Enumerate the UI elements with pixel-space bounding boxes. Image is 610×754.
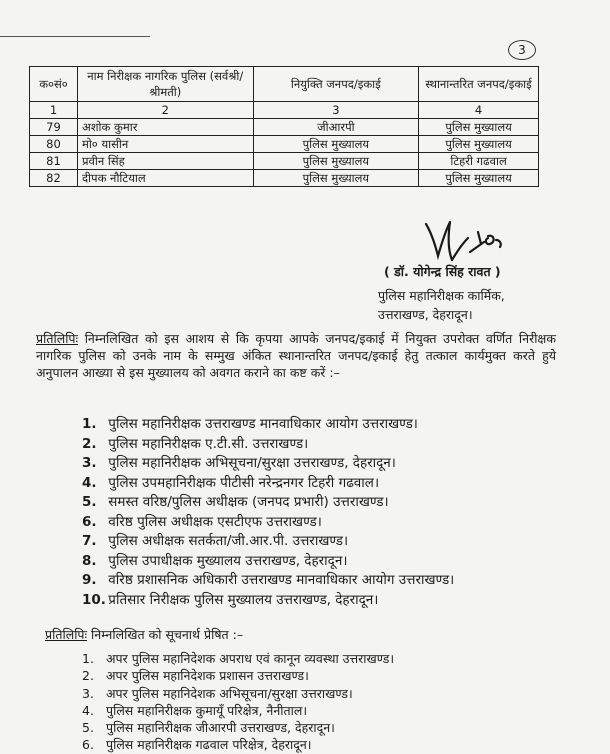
- list-item: 10. प्रतिसार निरीक्षक पुलिस मुख्यालय उत्तराखण्ड, देहरादून।: [82, 591, 379, 608]
- table-row: [30, 119, 539, 136]
- list-item: 3. पुलिस महानिरीक्षक अभिसूचना/सुरक्षा उत्तराखण्ड, देहरादून।: [82, 455, 396, 471]
- list-item: 1. पुलिस महानिरीक्षक उत्तराखण्ड मानवाधिकार आयोग उत्तराखण्ड।: [82, 416, 418, 432]
- cell-posting: पुलिस मुख्यालय: [253, 153, 419, 170]
- cell-name: मो० यासीन: [77, 136, 253, 153]
- table-colnum-row: [30, 102, 539, 119]
- list-item: 3. अपर पुलिस महानिदेशक अभिसूचना/सुरक्षा उत्तराखण्ड।: [82, 685, 353, 701]
- colnum: 2: [77, 102, 253, 119]
- recipient-list-action: [82, 415, 454, 610]
- list-item: 6. वरिष्ठ पुलिस अधीक्षक एसटीएफ उत्तराखण्ड।: [82, 513, 322, 530]
- cell-posting: जीआरपी: [253, 119, 419, 136]
- cell-serial: 81: [30, 153, 78, 170]
- copy-text: निम्नलिखित को इस आशय से कि कृपया आपके जनपद/इकाई में नियुक्त उपरोक्त वर्णित निरीक्षक नागरिक पुलिस को उनके नाम के सम्मुख अंकित स्थानान्तरित जनपद/इकाई हेतु तत्काल कार्यमुक्त करते हुये अनुपालन आख्या से इस मुख्यालय को अवगत कराने का कष्ट करें :–: [36, 331, 556, 380]
- copy-info-heading: [45, 626, 243, 643]
- header-serial: क०सं०: [30, 67, 78, 102]
- colnum: 4: [419, 102, 539, 119]
- copy-label: प्रतिलिपिः: [45, 627, 88, 642]
- signatory-location: उत्तराखण्ड, देहरादून।: [378, 307, 473, 322]
- list-item: 9. वरिष्ठ प्रशासनिक अधिकारी उत्तराखण्ड मानवाधिकार आयोग उत्तराखण्ड।: [82, 572, 455, 588]
- table-row: [30, 170, 539, 187]
- cell-transfer: पुलिस मुख्यालय: [419, 136, 539, 153]
- table-row: [30, 153, 539, 170]
- copy-label: प्रतिलिपिः: [36, 331, 79, 346]
- cell-serial: 79: [30, 119, 78, 136]
- signatory-designation: पुलिस महानिरीक्षक कार्मिक,: [378, 288, 505, 303]
- recipient-list-info: [82, 650, 394, 754]
- header-posting: नियुक्ति जनपद/इकाई: [253, 67, 419, 102]
- cell-transfer: पुलिस मुख्यालय: [419, 119, 539, 136]
- cell-transfer: पुलिस मुख्यालय: [419, 170, 539, 187]
- copy-text: निम्नलिखित को सूचनार्थ प्रेषित :–: [87, 627, 244, 642]
- page-number: 3: [508, 40, 536, 60]
- cell-serial: 80: [30, 136, 78, 153]
- cell-posting: पुलिस मुख्यालय: [253, 170, 419, 187]
- top-rule: [0, 36, 150, 37]
- copy-paragraph: [36, 330, 556, 381]
- table-row: [30, 136, 539, 153]
- header-transfer: स्थानान्तरित जनपद/इकाई: [419, 67, 539, 102]
- list-item: 6. पुलिस महानिरीक्षक गढवाल परिक्षेत्र, देहरादून।: [82, 737, 312, 753]
- header-name: नाम निरीक्षक नागरिक पुलिस (सर्वश्री/श्रीमती): [77, 67, 253, 102]
- colnum: 1: [30, 102, 78, 119]
- cell-serial: 82: [30, 170, 78, 187]
- list-item: 5. समस्त वरिष्ठ/पुलिस अधीक्षक (जनपद प्रभारी) उत्तराखण्ड।: [82, 494, 389, 510]
- colnum: 3: [253, 102, 419, 119]
- list-item: 4. पुलिस उपमहानिरीक्षक पीटीसी नरेन्द्रनगर टिहरी गढवाल।: [82, 474, 380, 491]
- cell-name: प्रवीन सिंह: [77, 153, 253, 170]
- signatory-name: ( डॉ. योगेन्द्र सिंह रावत ): [384, 264, 501, 279]
- list-item: 7. पुलिस अधीक्षक सतर्कता/जी.आर.पी. उत्तराखण्ड।: [82, 533, 349, 549]
- cell-name: अशोक कुमार: [77, 119, 253, 136]
- list-item: 2. अपर पुलिस महानिदेशक प्रशासन उत्तराखण्ड।: [82, 668, 309, 684]
- table-header-row: [30, 67, 539, 102]
- cell-name: दीपक नौटियाल: [77, 170, 253, 187]
- list-item: 8. पुलिस उपाधीक्षक मुख्यालय उत्तराखण्ड, देहरादून।: [82, 552, 348, 569]
- transfer-table: [29, 66, 539, 187]
- list-item: 1. अपर पुलिस महानिदेशक अपराध एवं कानून व्यवस्था उत्तराखण्ड।: [82, 651, 395, 666]
- list-item: 4. पुलिस महानिरीक्षक कुमायूँ परिक्षेत्र, नैनीताल।: [82, 702, 308, 718]
- cell-transfer: टिहरी गढवाल: [419, 153, 539, 170]
- cell-posting: पुलिस मुख्यालय: [253, 136, 419, 153]
- list-item: 5. पुलिस महानिरीक्षक जीआरपी उत्तराखण्ड, देहरादून।: [82, 720, 335, 736]
- list-item: 2. पुलिस महानिरीक्षक ए.टी.सी. उत्तराखण्ड।: [82, 435, 309, 452]
